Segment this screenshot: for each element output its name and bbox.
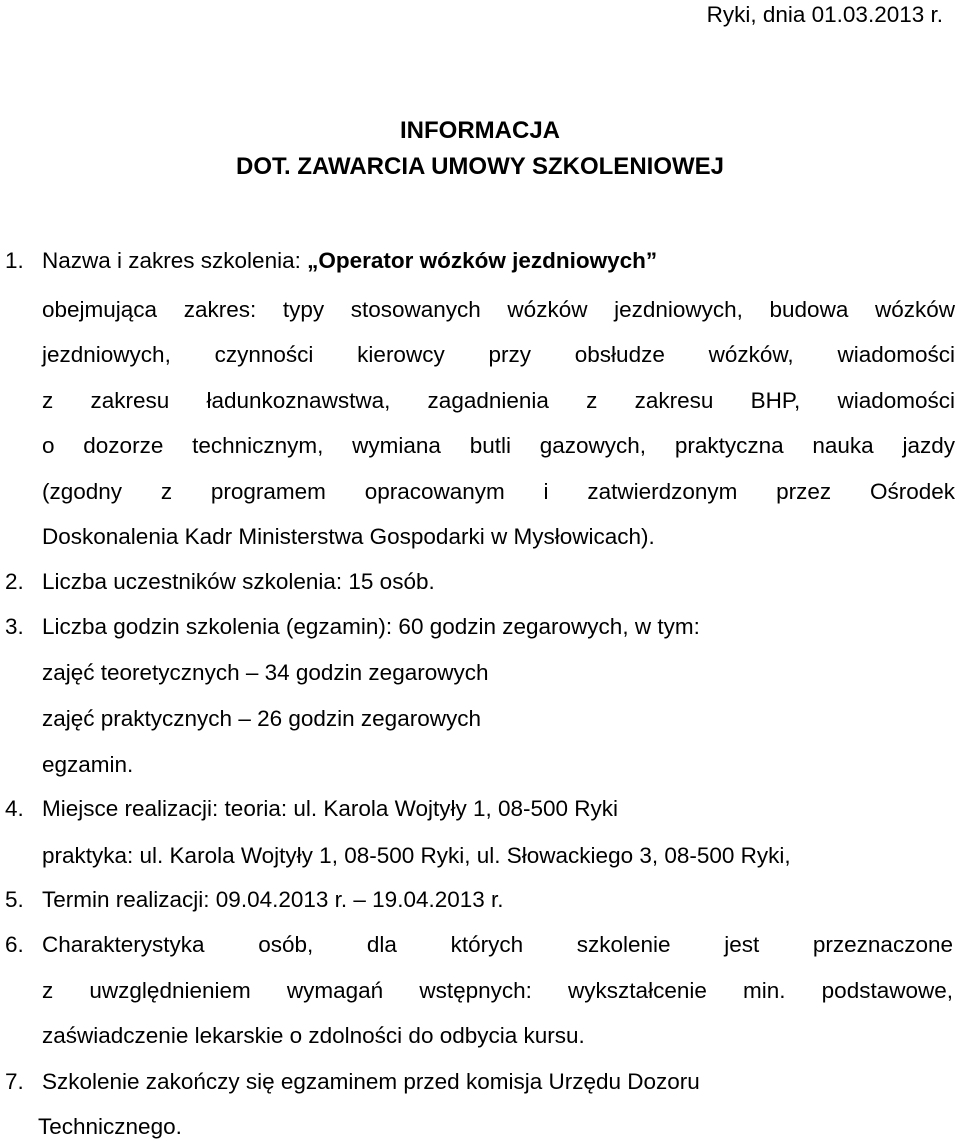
section-1-line: (zgodny z programem opracowanym i zatwierdzonym przez Ośrodek: [42, 479, 955, 504]
document-subtitle: DOT. ZAWARCIA UMOWY SZKOLENIOWEJ: [235, 153, 724, 180]
section-1-line: o dozorze technicznym, wymiana butli gazowych, praktyczna nauka jazdy: [42, 433, 955, 458]
section-4-text: Miejsce realizacji: teoria: ul. Karola Wojtyły 1, 08-500 Ryki: [42, 796, 619, 821]
section-4-number: 4.: [5, 796, 24, 821]
section-6-line: zaświadczenie lekarskie o zdolności do odbycia kursu.: [42, 1023, 585, 1048]
section-3-number: 3.: [5, 614, 24, 639]
section-1-line: jezdniowych, czynności kierowcy przy obsłudze wózków, wiadomości: [42, 342, 955, 367]
section-2-text: Liczba uczestników szkolenia: 15 osób.: [42, 569, 435, 594]
section-5-number: 5.: [5, 887, 24, 912]
document-title: INFORMACJA: [400, 117, 560, 144]
section-7-number: 7.: [5, 1069, 24, 1094]
section-6-number: 6.: [5, 932, 24, 957]
place-date: Ryki, dnia 01.03.2013 r.: [706, 2, 943, 27]
section-1-line: Doskonalenia Kadr Ministerstwa Gospodarki w Mysłowicach).: [42, 524, 655, 549]
section-1-heading: [42, 250, 657, 273]
section-5-text: Termin realizacji: 09.04.2013 r. – 19.04.2013 r.: [42, 887, 504, 912]
section-6-line: z uwzględnieniem wymagań wstępnych: wykształcenie min. podstawowe,: [42, 978, 953, 1003]
section-1-lead: Nazwa i zakres szkolenia:: [42, 248, 308, 273]
section-3-text: Liczba godzin szkolenia (egzamin): 60 godzin zegarowych, w tym:: [42, 614, 700, 639]
section-1-number: 1.: [5, 248, 24, 273]
section-2-number: 2.: [5, 569, 24, 594]
section-3-practice: zajęć praktycznych – 26 godzin zegarowych: [42, 706, 481, 731]
section-4-practice: praktyka: ul. Karola Wojtyły 1, 08-500 Ryki, ul. Słowackiego 3, 08-500 Ryki,: [42, 843, 791, 868]
section-3-exam: egzamin.: [42, 752, 134, 777]
course-name: „Operator wózków jezdniowych”: [307, 248, 658, 273]
section-3-theory: zajęć teoretycznych – 34 godzin zegarowych: [42, 660, 489, 685]
section-1-line: obejmująca zakres: typy stosowanych wózków jezdniowych, budowa wózków: [42, 297, 955, 322]
section-1-line: z zakresu ładunkoznawstwa, zagadnienia z zakresu BHP, wiadomości: [42, 388, 955, 413]
section-6-line: Charakterystyka osób, dla których szkolenie jest przeznaczone: [42, 932, 953, 957]
section-7-text-continued: Technicznego.: [38, 1114, 182, 1139]
section-7-text: Szkolenie zakończy się egzaminem przed komisja Urzędu Dozoru: [42, 1069, 700, 1094]
